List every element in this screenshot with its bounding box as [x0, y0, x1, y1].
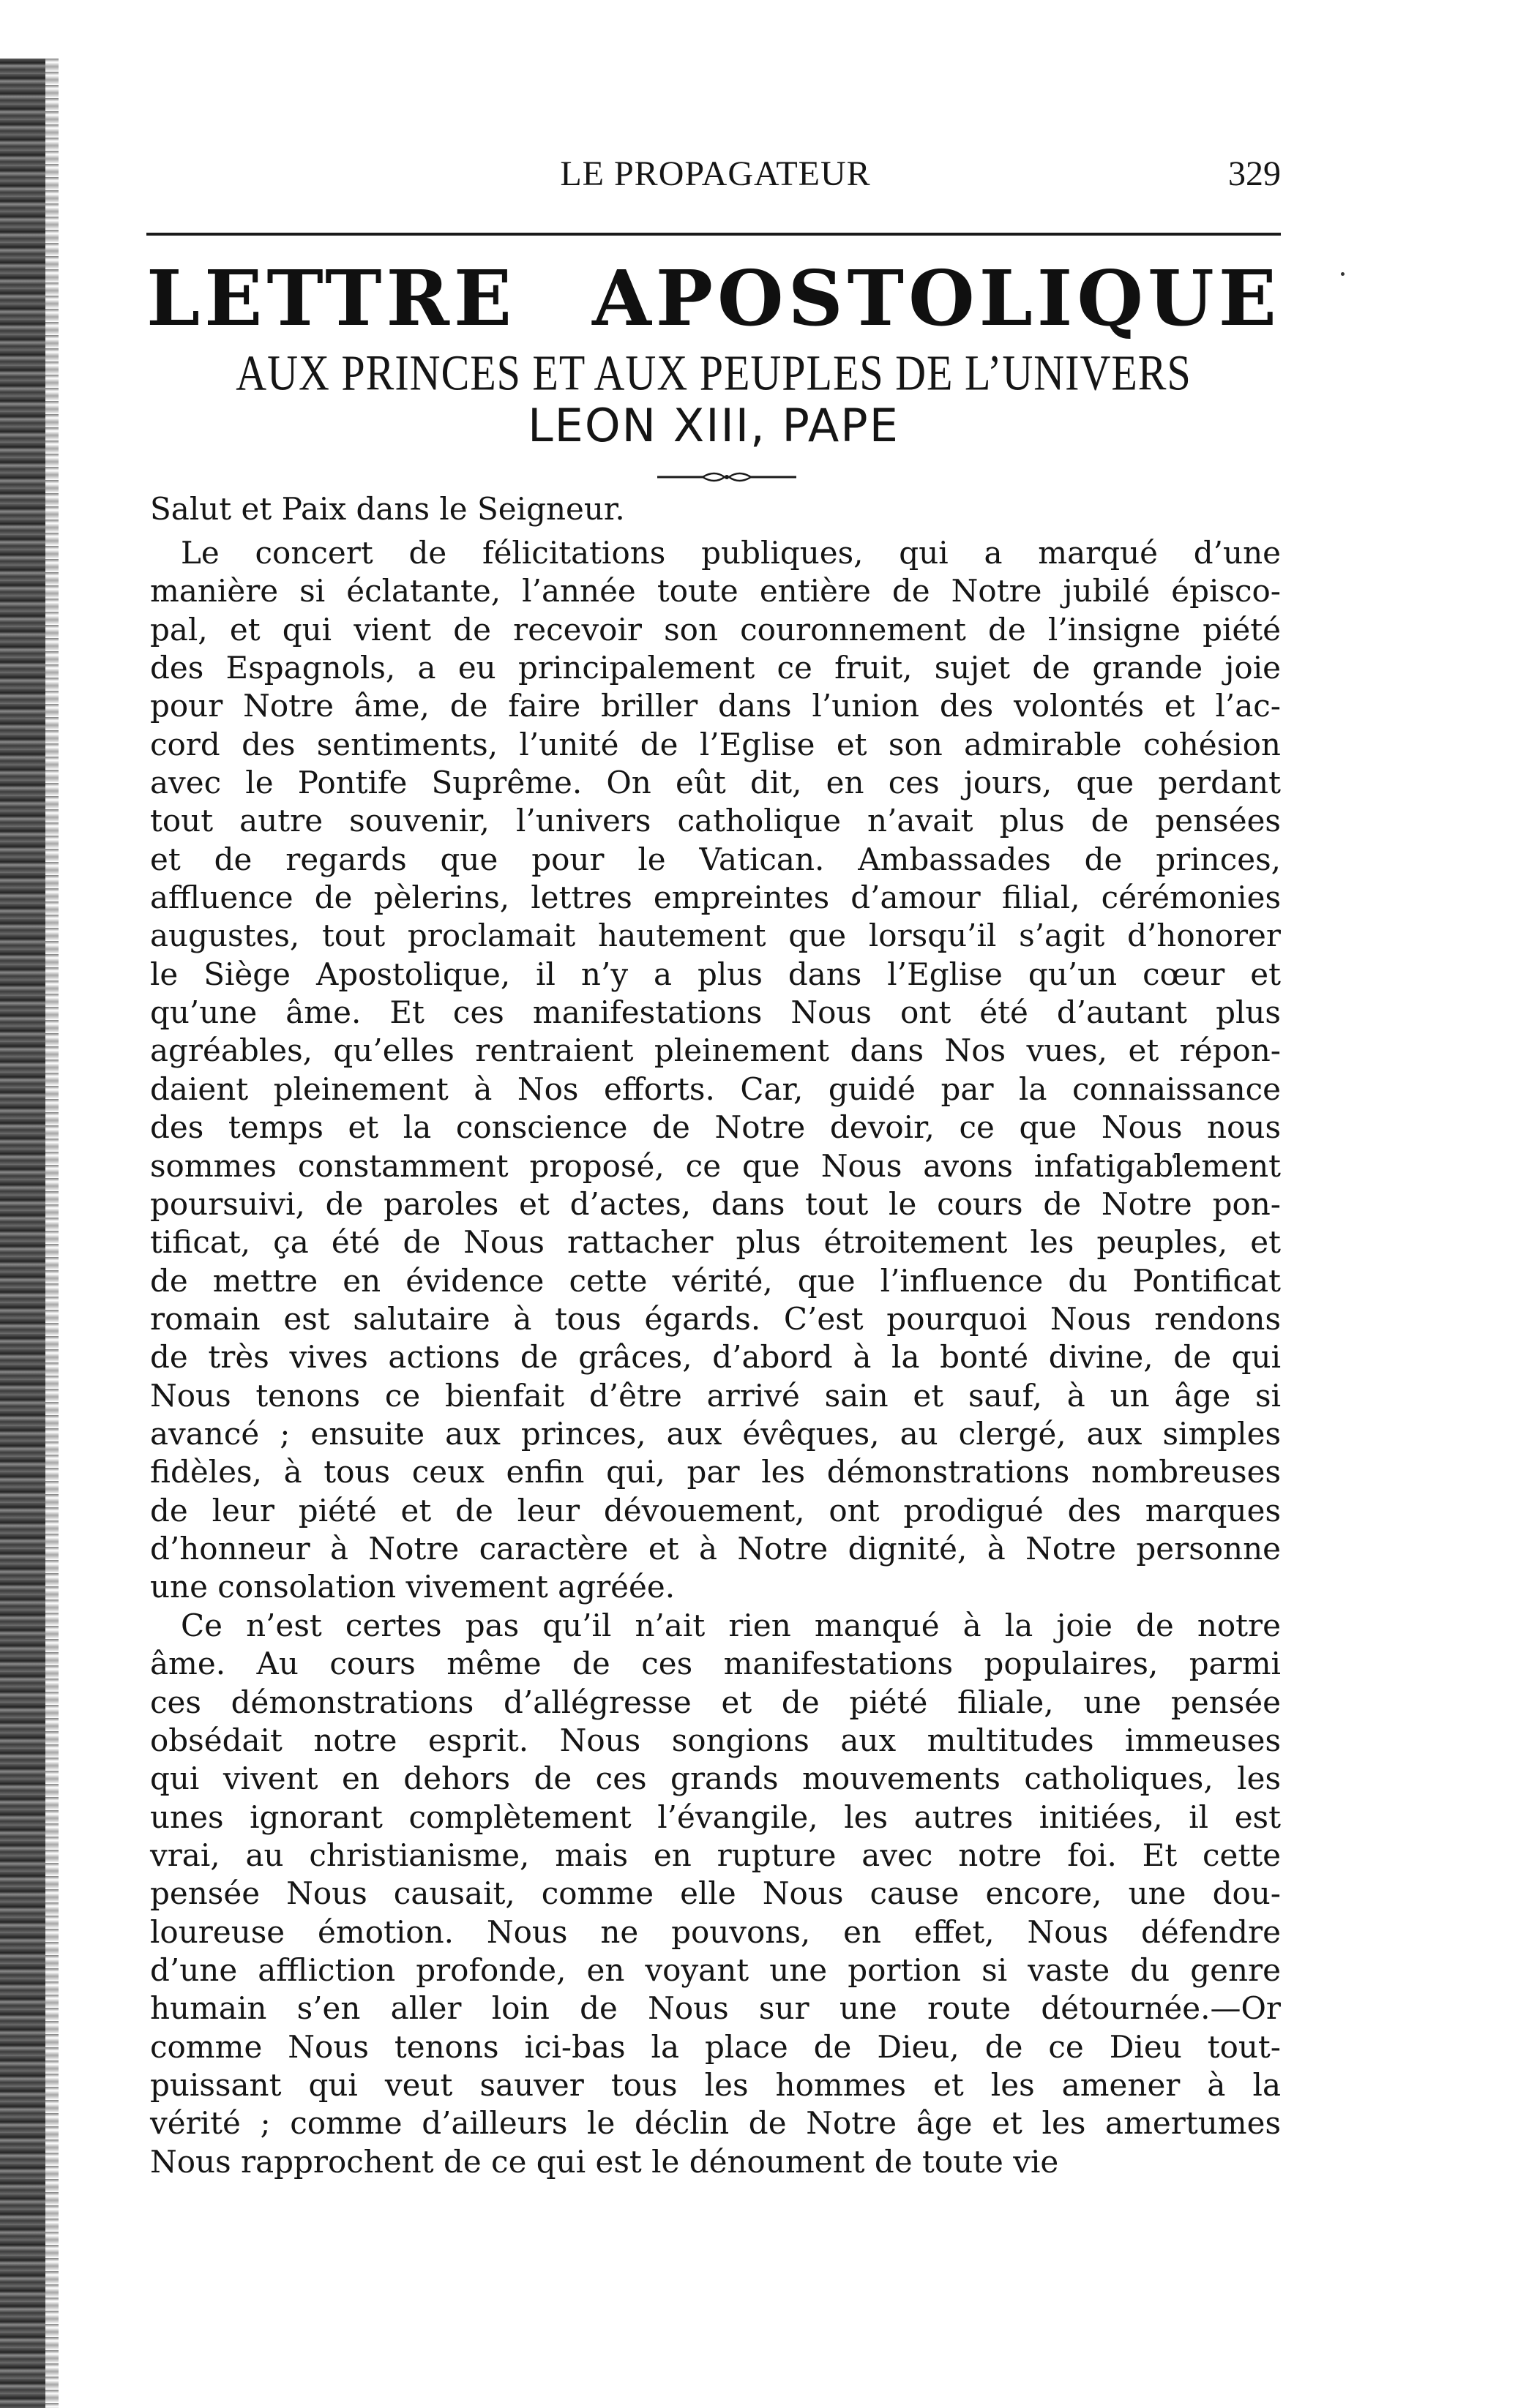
text-line: comme Nous tenons ici-bas la place de Dieu, de ce Dieu tout- — [150, 2028, 1281, 2065]
text-line: le Siège Apostolique, il n’y a plus dans l’Eglise qu’un cœur et — [150, 956, 1281, 992]
text-line: des Espagnols, a eu principalement ce fruit, sujet de grande joie — [150, 650, 1281, 686]
text-line: d’une affliction profonde, en voyant une portion si vaste du genre — [150, 1952, 1281, 1989]
document-title — [146, 252, 1281, 343]
text-line: et de regards que pour le Vatican. Ambassades de princes, — [150, 841, 1281, 877]
text-line: des temps et la conscience de Notre devoir, ce que Nous nous — [150, 1109, 1281, 1146]
text-line: de leur piété et de leur dévouement, ont prodigué des marques — [150, 1492, 1281, 1529]
text-line: vrai, au christianisme, mais en rupture avec notre foi. Et cette — [150, 1837, 1281, 1874]
text-line: d’honneur à Notre caractère et à Notre dignité, à Notre personne — [150, 1530, 1281, 1567]
title-word-apostolique: APOSTOLIQUE — [592, 252, 1281, 343]
text-line: obsédait notre esprit. Nous songions aux multitudes immeuses — [150, 1722, 1281, 1759]
text-line: avec le Pontife Suprême. On eût dit, en ces jours, que perdant — [150, 765, 1281, 801]
document-author: LEON XIII, PAPE — [528, 399, 900, 452]
ornament-divider — [657, 468, 796, 486]
text-line: de très vives actions de grâces, d’abord à la bonté divine, de qui — [150, 1339, 1281, 1376]
page-number: 329 — [1228, 154, 1281, 193]
paragraph-2 — [150, 1607, 1281, 2181]
text-line: sommes constamment proposé, ce que Nous avons infatigablement — [150, 1147, 1281, 1184]
text-line: ces démonstrations d’allégresse et de piété filiale, une pensée — [150, 1684, 1281, 1720]
text-line: pour Notre âme, de faire briller dans l’union des volontés et l’ac- — [150, 688, 1281, 724]
text-line: agréables, qu’elles rentraient pleinement dans Nos vues, et répon- — [150, 1032, 1281, 1069]
text-line: pensée Nous causait, comme elle Nous cause encore, une dou- — [150, 1875, 1281, 1912]
text-line: de mettre en évidence cette vérité, que l’influence du Pontificat — [150, 1262, 1281, 1299]
binding-shadow — [45, 59, 59, 2408]
document-subtitle: AUX PRINCES ET AUX PEUPLES DE L’UNIVERS — [236, 345, 1192, 401]
text-line: qui vivent en dehors de ces grands mouvements catholiques, les — [150, 1760, 1281, 1797]
text-line: tout autre souvenir, l’univers catholique n’avait plus de pensées — [150, 803, 1281, 839]
text-line: cord des sentiments, l’unité de l’Eglise et son admirable cohésion — [150, 726, 1281, 762]
text-line: avancé ; ensuite aux princes, aux évêques, au clergé, aux simples — [150, 1415, 1281, 1452]
text-line: une consolation vivement agréée. — [150, 1569, 676, 1605]
text-line: Le concert de félicitations publiques, qui a marqué d’une — [181, 535, 1281, 571]
text-line: manière si éclatante, l’année toute entière de Notre jubilé épisco- — [150, 573, 1281, 609]
text-line: affluence de pèlerins, lettres empreintes d’amour filial, cérémonies — [150, 879, 1281, 916]
text-line: Nous rapprochent de ce qui est le dénoument de toute vie — [150, 2143, 1059, 2180]
text-line: Ce n’est certes pas qu’il n’ait rien manqué à la joie de notre — [181, 1608, 1281, 1643]
book-binding-edge — [0, 59, 45, 2408]
text-line: âme. Au cours même de ces manifestations populaires, parmi — [150, 1646, 1281, 1682]
text-line: poursuivi, de paroles et d’actes, dans tout le cours de Notre pon- — [150, 1185, 1281, 1222]
text-line: qu’une âme. Et ces manifestations Nous ont été d’autant plus — [150, 994, 1281, 1031]
header-rule — [146, 233, 1281, 236]
title-word-lettre: LETTRE — [146, 252, 517, 343]
text-line: loureuse émotion. Nous ne pouvons, en effet, Nous défendre — [150, 1913, 1281, 1950]
text-line: fidèles, à tous ceux enfin qui, par les démonstrations nombreuses — [150, 1454, 1281, 1490]
text-line: augustes, tout proclamait hautement que lorsqu’il s’agit d’honorer — [150, 918, 1281, 954]
text-line: puissant qui veut sauver tous les hommes et les amener à la — [150, 2067, 1281, 2104]
salutation: Salut et Paix dans le Seigneur. — [150, 491, 625, 527]
text-line: humain s’en aller loin de Nous sur une route détournée.—Or — [150, 1990, 1281, 2027]
running-header — [150, 154, 1281, 205]
print-speck — [1341, 272, 1345, 276]
text-line: romain est salutaire à tous égards. C’est pourquoi Nous rendons — [150, 1300, 1281, 1337]
text-line: daient pleinement à Nos efforts. Car, guidé par la connaissance — [150, 1070, 1281, 1107]
text-line: tificat, ça été de Nous rattacher plus étroitement les peuples, et — [150, 1224, 1281, 1261]
paragraph-1 — [150, 534, 1281, 1607]
text-line: unes ignorant complètement l’évangile, les autres initiées, il est — [150, 1799, 1281, 1835]
text-line: pal, et qui vient de recevoir son couronnement de l’insigne piété — [150, 611, 1281, 648]
running-title: LE PROPAGATEUR — [560, 154, 871, 193]
text-line: Nous tenons ce bienfait d’être arrivé sain et sauf, à un âge si — [150, 1377, 1281, 1414]
text-line: vérité ; comme d’ailleurs le déclin de Notre âge et les amertumes — [150, 2105, 1281, 2142]
